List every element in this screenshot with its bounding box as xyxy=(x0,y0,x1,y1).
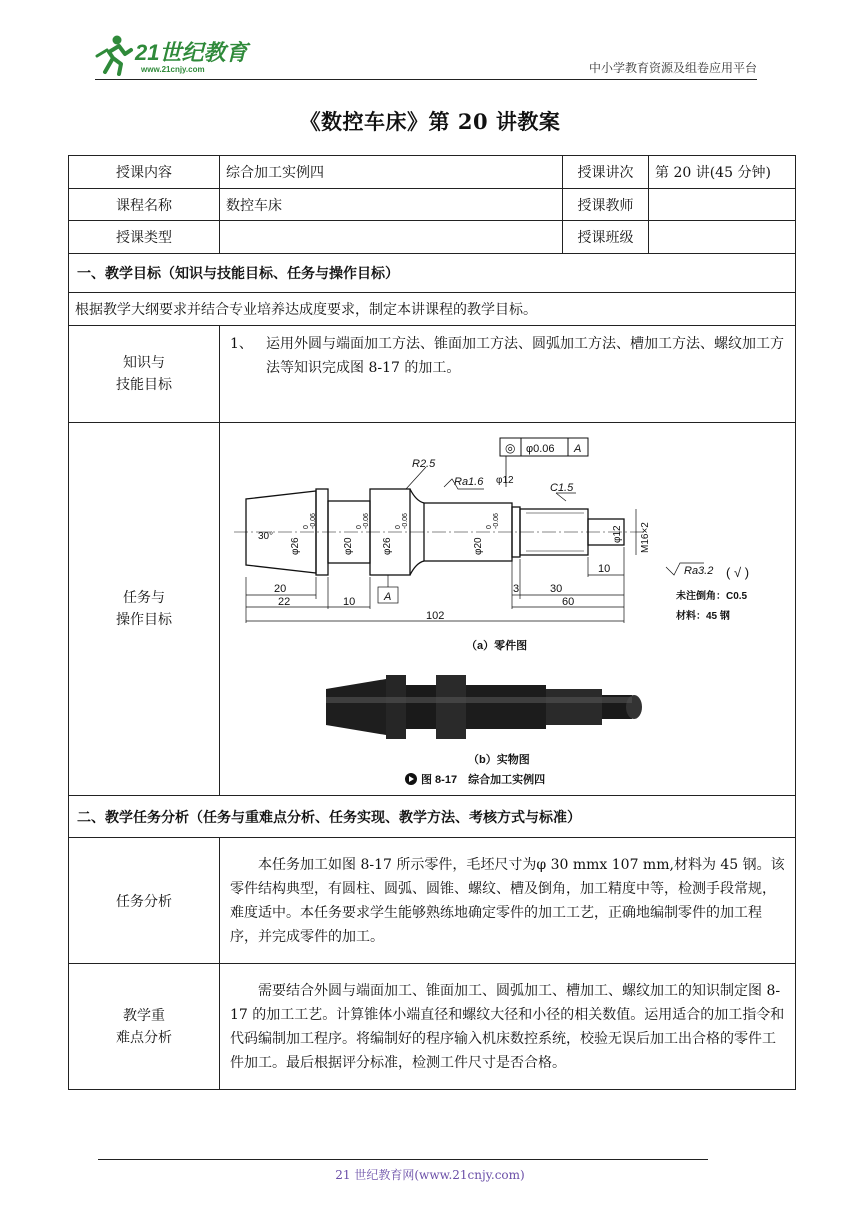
dim-10a: 10 xyxy=(343,596,356,608)
key-points-text: 需要结合外圆与端面加工、锥面加工、圆弧加工、槽加工、螺纹加工的知识制定图 8-17 的加工工艺。计算锥体小端直径和螺纹大径和小径的相关数值。运用适合的加工指令和代码编制加工程序。将编制好的程序输入机床数控系统，校验无误后加工出合格的零件工件加工。最后根据评分标准，检测工件尺寸是否合格。 xyxy=(220,964,796,1090)
diameter-12: φ12 xyxy=(612,525,623,543)
cone-angle: 30° xyxy=(258,531,274,542)
diameter-12-top: φ12 xyxy=(496,475,514,486)
caption-a: （a）零件图 xyxy=(466,640,528,652)
content-label: 授课内容 xyxy=(69,156,220,189)
task-analysis-label: 任务分析 xyxy=(69,838,220,964)
dim-60: 60 xyxy=(562,596,575,608)
footer-divider xyxy=(98,1159,708,1160)
dim-20: 20 xyxy=(274,583,287,595)
roughness-check: ( √ ) xyxy=(726,565,750,580)
table-row xyxy=(69,189,796,221)
table-row xyxy=(69,221,796,254)
table-row xyxy=(69,423,796,796)
tolerance-sup-b: 0 xyxy=(356,525,363,529)
material-note: 材料：45 钢 xyxy=(676,611,730,622)
diameter-26b: φ26 xyxy=(382,537,393,555)
tolerance-sup-d: 0 xyxy=(486,525,493,529)
lesson-plan-table xyxy=(68,155,796,1090)
radius-label: R2.5 xyxy=(412,458,436,470)
teacher-value xyxy=(649,189,796,221)
key-points-label xyxy=(69,964,220,1090)
type-value xyxy=(220,221,563,254)
roughness-3-2: Ra3.2 xyxy=(684,565,714,577)
section2-heading: 二、教学任务分析（任务与重难点分析、任务实现、教学方法、考核方式与标准） xyxy=(69,796,796,838)
figure-cell xyxy=(220,423,796,796)
table-row xyxy=(69,326,796,423)
type-label: 授课类型 xyxy=(69,221,220,254)
tolerance-value: φ0.06 xyxy=(526,443,555,455)
tolerance-sub-c: -0.06 xyxy=(402,513,409,529)
dim-22: 22 xyxy=(278,596,291,608)
footer-text[interactable]: 21 世纪教育网(www.21cnjy.com) xyxy=(335,1168,525,1182)
logo-url: www.21cnjy.com xyxy=(141,65,205,74)
objective-number: 1、 xyxy=(230,336,253,352)
section1-heading: 一、教学目标（知识与技能目标、任务与操作目标） xyxy=(69,254,796,293)
task-label-line1: 任务与 xyxy=(123,590,165,606)
roughness-1-6: Ra1.6 xyxy=(454,476,484,488)
logo-text: 21世纪教育 xyxy=(135,40,248,65)
tolerance-sup-a: 0 xyxy=(303,525,310,529)
task-label xyxy=(69,423,220,796)
tolerance-sub-a: -0.06 xyxy=(310,513,317,529)
dim-30: 30 xyxy=(550,583,563,595)
table-row xyxy=(69,254,796,293)
session-value: 第 20 讲(45 分钟) xyxy=(649,156,796,189)
dimension-labels xyxy=(258,441,749,652)
chamfer-label: C1.5 xyxy=(550,482,574,494)
page-header xyxy=(95,30,757,80)
session-label: 授课讲次 xyxy=(563,156,649,189)
section1-intro: 根据教学大纲要求并结合专业培养达成度要求，制定本讲课程的教学目标。 xyxy=(69,293,796,326)
concentricity-icon: ◎ xyxy=(505,441,516,455)
table-row xyxy=(69,838,796,964)
course-label: 课程名称 xyxy=(69,189,220,221)
knowledge-label-line1: 知识与 xyxy=(123,355,165,371)
task-analysis-text: 本任务加工如图 8-17 所示零件，毛坯尺寸为φ 30 mmx 107 mm,材料为 45 钢。该零件结构典型，有圆柱、圆弧、圆锥、螺纹、槽及倒角，加工精度中等，检测手段常规，难度适中。本任务要求学生能够熟练地确定零件的加工工艺，正确地编制零件的加工程序，并完成零件的加工。 xyxy=(220,838,796,964)
objective-text: 运用外圆与端面加工方法、锥面加工方法、圆弧加工方法、槽加工方法、螺纹加工方法等知识完成图 8-17 的加工。 xyxy=(266,336,784,376)
chamfer-note: 未注倒角：C0.5 xyxy=(676,591,748,602)
header-divider xyxy=(95,79,757,80)
diameter-20a: φ20 xyxy=(343,537,354,555)
table-row xyxy=(69,156,796,189)
key-label-line2: 难点分析 xyxy=(116,1029,172,1046)
diameter-20b: φ20 xyxy=(473,537,484,555)
tolerance-sub-b: -0.06 xyxy=(363,513,370,529)
knowledge-label xyxy=(69,326,220,423)
dim-3: 3 xyxy=(513,583,520,595)
table-row xyxy=(69,796,796,838)
thread-label: M16×2 xyxy=(640,522,651,553)
knowledge-label-line2: 技能目标 xyxy=(116,377,172,393)
class-label: 授课班级 xyxy=(563,221,649,254)
class-value xyxy=(649,221,796,254)
task-label-line2: 操作目标 xyxy=(116,612,172,628)
diameter-26a: φ26 xyxy=(290,537,301,555)
table-row xyxy=(69,964,796,1090)
tolerance-datum: A xyxy=(574,443,582,455)
knowledge-objective xyxy=(220,326,796,423)
dim-102: 102 xyxy=(426,610,445,622)
platform-name: 中小学教育资源及组卷应用平台 xyxy=(588,61,757,75)
site-logo xyxy=(95,32,265,76)
part-drawing-figure xyxy=(226,427,788,787)
part-photo xyxy=(326,675,642,739)
caption-main: 图 8-17 综合加工实例四 xyxy=(421,774,546,786)
course-value: 数控车床 xyxy=(220,189,563,221)
tolerance-sup-c: 0 xyxy=(395,525,402,529)
key-label-line1: 教学重 xyxy=(123,1007,165,1024)
dim-10b: 10 xyxy=(598,563,611,575)
teacher-label: 授课教师 xyxy=(563,189,649,221)
table-row xyxy=(69,293,796,326)
document-title: 《数控车床》第 20 讲教案 xyxy=(299,109,561,134)
caption-b: （b）实物图 xyxy=(468,754,530,766)
tolerance-sub-d: -0.06 xyxy=(493,513,500,529)
content-value: 综合加工实例四 xyxy=(220,156,563,189)
datum-label: A xyxy=(384,591,392,603)
